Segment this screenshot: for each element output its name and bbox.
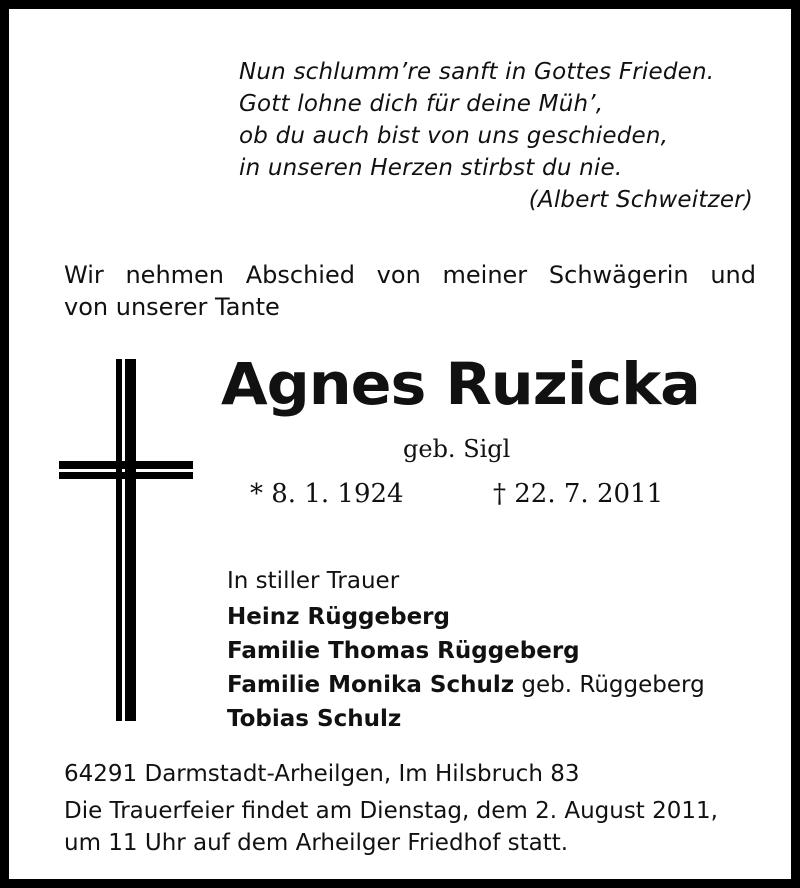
poem-line: in unseren Herzen stirbst du nie.	[239, 155, 623, 181]
mourner-name: Tobias Schulz	[227, 706, 402, 732]
poem-line: ob du auch bist von uns geschieden,	[239, 123, 669, 149]
mourning-heading: In stiller Trauer	[227, 568, 400, 594]
mourner-list	[227, 600, 705, 736]
farewell-intro	[64, 259, 756, 323]
mourner-name: Heinz Rüggeberg	[227, 604, 450, 630]
poem-line: Nun schlumm’re sanft in Gottes Frieden.	[239, 59, 715, 85]
poem-quote	[239, 56, 759, 216]
mourner-entry	[227, 600, 705, 634]
deceased-name: Agnes Ruzicka	[221, 350, 700, 418]
address: 64291 Darmstadt-Arheilgen, Im Hilsbruch 83	[64, 761, 580, 787]
poem-author: (Albert Schweitzer)	[528, 187, 753, 213]
mourner-entry	[227, 702, 705, 736]
poem-line: Gott lohne dich für deine Müh’,	[239, 91, 604, 117]
mourner-name: Familie Thomas Rüggeberg	[227, 638, 580, 664]
mourner-note: geb. Rüggeberg	[514, 672, 705, 698]
death-date: † 22. 7. 2011	[493, 479, 664, 509]
deceased-maiden-name: geb. Sigl	[403, 435, 511, 463]
ceremony-info	[64, 795, 718, 859]
birth-date: * 8. 1. 1924	[250, 479, 404, 509]
mourner-entry	[227, 668, 705, 702]
farewell-intro-line: von unserer Tante	[64, 293, 280, 321]
mourner-name: Familie Monika Schulz	[227, 672, 515, 698]
ceremony-line: Die Trauerfeier findet am Dienstag, dem 2. August 2011,	[64, 798, 718, 824]
ceremony-line: um 11 Uhr auf dem Arheilger Friedhof statt.	[64, 830, 569, 856]
farewell-intro-line: Wir nehmen Abschied von meiner Schwägerin und	[64, 261, 756, 289]
cross-icon	[59, 359, 193, 721]
mourner-entry	[227, 634, 705, 668]
